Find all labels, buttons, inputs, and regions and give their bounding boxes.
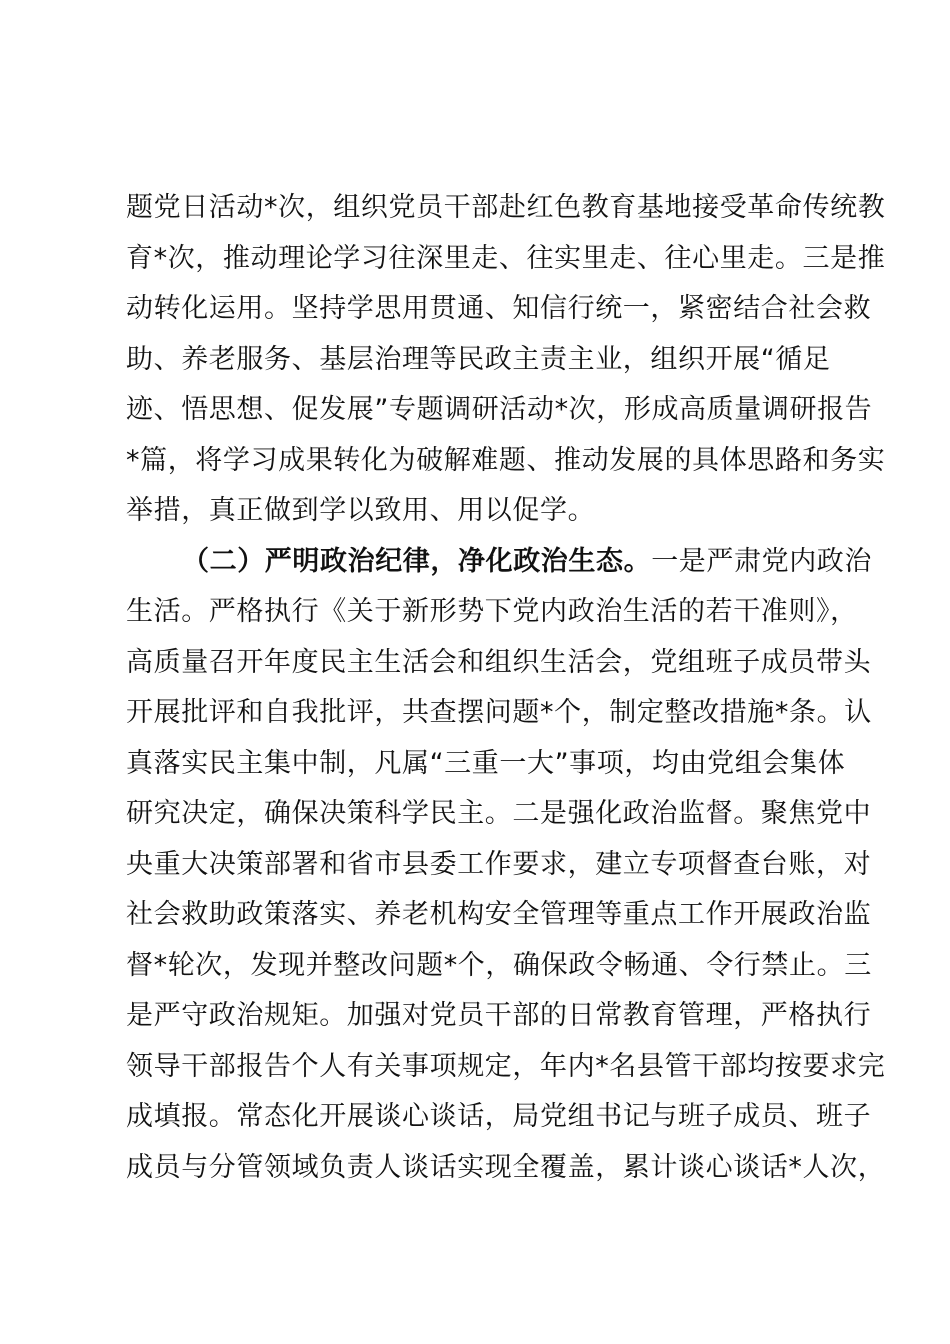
text-line: 生活。严格执行《关于新形势下党内政治生活的若干准则》， — [126, 596, 858, 627]
text-line: 动转化运用。坚持学思用贯通、知信行统一，紧密结合社会救 — [126, 293, 872, 324]
section-heading: （二）严明政治纪律，净化政治生态。 — [182, 545, 652, 577]
text-line: 育*次，推动理论学习往深里走、往实里走、往心里走。三是推 — [126, 242, 886, 274]
text-line: 领导干部报告个人有关事项规定，年内*名县管干部均按要求完 — [126, 1050, 886, 1082]
text-line: 成填报。常态化开展谈心谈话，局党组书记与班子成员、班子 — [126, 1101, 872, 1132]
text-line: 督*轮次，发现并整改问题*个，确保政令畅通、令行禁止。三 — [126, 949, 872, 981]
text-line: 是严守政治规矩。加强对党员干部的日常教育管理，严格执行 — [126, 1000, 872, 1031]
text-line: 真落实民主集中制，凡属“三重一大”事项，均由党组会集体 — [126, 747, 846, 779]
text-line: 成员与分管领域负责人谈话实现全覆盖，累计谈心谈话*人次， — [126, 1151, 886, 1183]
text-line: *篇，将学习成果转化为破解难题、推动发展的具体思路和务实 — [126, 444, 886, 476]
text-line: 助、养老服务、基层治理等民政主责主业，组织开展“循足 — [126, 343, 831, 375]
text-line: 题党日活动*次，组织党员干部赴红色教育基地接受革命传统教 — [126, 192, 886, 223]
text-line: 研究决定，确保决策科学民主。二是强化政治监督。聚焦党中 — [126, 798, 872, 829]
document-body — [126, 183, 886, 1193]
section-first-line-text: 一是严肃党内政治 — [651, 545, 873, 577]
text-line: 高质量召开年度民主生活会和组织生活会，党组班子成员带头 — [126, 646, 872, 678]
text-line: 开展批评和自我批评，共查摆问题*个，制定整改措施*条。认 — [126, 697, 872, 728]
section-heading-line — [126, 537, 873, 588]
text-line: 央重大决策部署和省市县委工作要求，建立专项督查台账，对 — [126, 848, 872, 880]
text-line: 举措，真正做到学以致用、用以促学。 — [126, 495, 596, 526]
text-line: 迹、悟思想、促发展”专题调研活动*次，形成高质量调研报告 — [126, 394, 873, 425]
text-line: 社会救助政策落实、养老机构安全管理等重点工作开展政治监 — [126, 899, 872, 930]
